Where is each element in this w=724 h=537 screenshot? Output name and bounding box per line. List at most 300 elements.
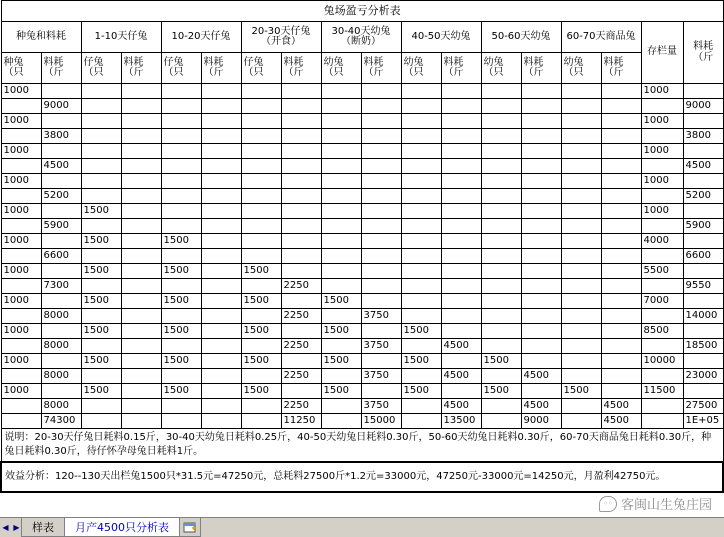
cell[interactable]: [601, 219, 641, 234]
cell[interactable]: 1500: [481, 354, 521, 369]
cell[interactable]: [361, 249, 401, 264]
cell[interactable]: 2250: [281, 339, 321, 354]
cell[interactable]: [441, 309, 481, 324]
cell[interactable]: [601, 159, 641, 174]
cell[interactable]: [401, 414, 441, 429]
cell[interactable]: [1, 414, 41, 429]
cell[interactable]: 1500: [321, 294, 361, 309]
cell[interactable]: [201, 369, 241, 384]
cell[interactable]: [81, 369, 121, 384]
cell[interactable]: [241, 174, 281, 189]
cell[interactable]: [321, 414, 361, 429]
cell[interactable]: [321, 84, 361, 99]
cell[interactable]: 1000: [1, 264, 41, 279]
cell[interactable]: [81, 339, 121, 354]
cell[interactable]: [521, 204, 561, 219]
cell[interactable]: [521, 174, 561, 189]
cell[interactable]: 8500: [641, 324, 683, 339]
cell[interactable]: [401, 294, 441, 309]
cell[interactable]: [361, 354, 401, 369]
cell[interactable]: [481, 234, 521, 249]
cell[interactable]: [121, 84, 161, 99]
cell[interactable]: 1000: [1, 234, 41, 249]
cell[interactable]: [601, 384, 641, 399]
cell[interactable]: 1500: [81, 384, 121, 399]
cell[interactable]: [81, 114, 121, 129]
cell[interactable]: [401, 279, 441, 294]
cell[interactable]: [441, 219, 481, 234]
table-title[interactable]: 兔场盈亏分析表: [1, 1, 723, 22]
cell[interactable]: [401, 99, 441, 114]
cell[interactable]: [1, 309, 41, 324]
cell[interactable]: [561, 309, 601, 324]
cell[interactable]: [441, 144, 481, 159]
cell[interactable]: [321, 159, 361, 174]
cell[interactable]: [241, 399, 281, 414]
sub-header[interactable]: 种兔（只: [1, 53, 41, 84]
cell[interactable]: [601, 84, 641, 99]
cell[interactable]: 7000: [641, 294, 683, 309]
cell[interactable]: 23000: [683, 369, 723, 384]
cell[interactable]: [601, 294, 641, 309]
cell[interactable]: [121, 339, 161, 354]
cell[interactable]: [361, 204, 401, 219]
cell[interactable]: [281, 189, 321, 204]
cell[interactable]: [241, 369, 281, 384]
cell[interactable]: [561, 324, 601, 339]
cell[interactable]: [641, 99, 683, 114]
cell[interactable]: [441, 129, 481, 144]
cell[interactable]: [601, 99, 641, 114]
group-header[interactable]: 1-10天仔兔: [81, 22, 161, 53]
cell[interactable]: [361, 264, 401, 279]
cell[interactable]: 3750: [361, 309, 401, 324]
cell[interactable]: [321, 99, 361, 114]
last-sheet-icon[interactable]: ▶: [13, 523, 20, 532]
cell[interactable]: 1500: [161, 234, 201, 249]
cell[interactable]: [441, 159, 481, 174]
cell[interactable]: 1000: [1, 84, 41, 99]
cell[interactable]: [361, 384, 401, 399]
cell[interactable]: 2250: [281, 279, 321, 294]
cell[interactable]: [601, 309, 641, 324]
cell[interactable]: [121, 354, 161, 369]
cell[interactable]: [161, 159, 201, 174]
cell[interactable]: [1, 249, 41, 264]
cell[interactable]: [561, 369, 601, 384]
cell[interactable]: [561, 339, 601, 354]
cell[interactable]: [281, 114, 321, 129]
group-header[interactable]: 40-50天幼兔: [401, 22, 481, 53]
cell[interactable]: [481, 219, 521, 234]
cell[interactable]: 6600: [683, 249, 723, 264]
cell[interactable]: 1500: [241, 354, 281, 369]
cell[interactable]: [161, 99, 201, 114]
cell[interactable]: [401, 234, 441, 249]
cell[interactable]: [601, 204, 641, 219]
cell[interactable]: [161, 219, 201, 234]
cell[interactable]: [201, 234, 241, 249]
cell[interactable]: 1000: [1, 354, 41, 369]
cell[interactable]: [361, 234, 401, 249]
cell[interactable]: 4500: [683, 159, 723, 174]
cell[interactable]: [161, 249, 201, 264]
tab-sample[interactable]: [21, 518, 65, 537]
cell[interactable]: [683, 174, 723, 189]
cell[interactable]: [361, 129, 401, 144]
cell[interactable]: [241, 129, 281, 144]
sub-header[interactable]: 料耗（斤: [281, 53, 321, 84]
cell[interactable]: [401, 114, 441, 129]
cell[interactable]: 8000: [41, 309, 81, 324]
cell[interactable]: [121, 129, 161, 144]
cell[interactable]: [361, 114, 401, 129]
cell[interactable]: [201, 294, 241, 309]
cell[interactable]: [201, 114, 241, 129]
cell[interactable]: [201, 144, 241, 159]
cell[interactable]: [121, 369, 161, 384]
cell[interactable]: 4500: [441, 369, 481, 384]
cell[interactable]: [241, 84, 281, 99]
cell[interactable]: [641, 249, 683, 264]
cell[interactable]: [361, 174, 401, 189]
cell[interactable]: 1500: [161, 294, 201, 309]
cell[interactable]: 6600: [41, 249, 81, 264]
sub-header[interactable]: 料耗（斤: [521, 53, 561, 84]
cell[interactable]: 2250: [281, 309, 321, 324]
cell[interactable]: 15000: [361, 414, 401, 429]
sub-header[interactable]: 幼兔（只: [481, 53, 521, 84]
cell[interactable]: [683, 84, 723, 99]
cell[interactable]: [161, 204, 201, 219]
cell[interactable]: [401, 264, 441, 279]
cell[interactable]: [241, 99, 281, 114]
cell[interactable]: 27500: [683, 399, 723, 414]
cell[interactable]: [121, 399, 161, 414]
cell[interactable]: 74300: [41, 414, 81, 429]
cell[interactable]: [121, 324, 161, 339]
cell[interactable]: [241, 249, 281, 264]
cell[interactable]: [641, 189, 683, 204]
cell[interactable]: [561, 99, 601, 114]
cell[interactable]: [41, 354, 81, 369]
cell[interactable]: 9000: [521, 414, 561, 429]
cell[interactable]: [521, 324, 561, 339]
cell[interactable]: [41, 264, 81, 279]
cell[interactable]: [241, 114, 281, 129]
cell[interactable]: [481, 84, 521, 99]
cell[interactable]: [321, 399, 361, 414]
cell[interactable]: [121, 99, 161, 114]
cell[interactable]: [121, 174, 161, 189]
cell[interactable]: [401, 369, 441, 384]
cell[interactable]: [161, 189, 201, 204]
cell[interactable]: [481, 339, 521, 354]
group-header[interactable]: 50-60天幼兔: [481, 22, 561, 53]
cell[interactable]: [281, 384, 321, 399]
cell[interactable]: [81, 414, 121, 429]
cell[interactable]: [481, 129, 521, 144]
cell[interactable]: [1, 369, 41, 384]
cell[interactable]: 1000: [1, 204, 41, 219]
cell[interactable]: [683, 294, 723, 309]
cell[interactable]: [241, 189, 281, 204]
cell[interactable]: [481, 204, 521, 219]
sub-header[interactable]: 幼兔（只: [561, 53, 601, 84]
cell[interactable]: [601, 249, 641, 264]
cell[interactable]: 4500: [601, 414, 641, 429]
cell[interactable]: [281, 294, 321, 309]
cell[interactable]: [201, 84, 241, 99]
cell[interactable]: 8000: [41, 399, 81, 414]
note-cell[interactable]: 说明：20-30天仔兔日耗料0.15斤，30-40天幼兔日耗料0.25斤，40-50天幼兔日耗料0.30斤，50-60天幼兔日耗料0.30斤，60-70天商品兔日耗料0.30斤，种兔日耗料0.30斤，待仔怀孕母兔日耗料1斤。: [1, 429, 723, 463]
cell[interactable]: 1000: [1, 324, 41, 339]
cell[interactable]: 1000: [1, 294, 41, 309]
cell[interactable]: [81, 309, 121, 324]
cell[interactable]: 1500: [161, 324, 201, 339]
cell[interactable]: [81, 99, 121, 114]
cell[interactable]: [321, 339, 361, 354]
cell[interactable]: 1000: [1, 144, 41, 159]
cell[interactable]: [561, 414, 601, 429]
cell[interactable]: 1000: [1, 114, 41, 129]
group-header[interactable]: 存栏量: [641, 22, 683, 84]
cell[interactable]: [481, 294, 521, 309]
sub-header[interactable]: 幼兔（只: [401, 53, 441, 84]
cell[interactable]: [161, 129, 201, 144]
cell[interactable]: [441, 84, 481, 99]
cell[interactable]: [361, 189, 401, 204]
cell[interactable]: [561, 234, 601, 249]
cell[interactable]: [281, 234, 321, 249]
cell[interactable]: [401, 339, 441, 354]
sub-header[interactable]: 仔兔（只: [81, 53, 121, 84]
cell[interactable]: [201, 219, 241, 234]
cell[interactable]: [561, 294, 601, 309]
cell[interactable]: [641, 159, 683, 174]
cell[interactable]: [481, 279, 521, 294]
cell[interactable]: 8000: [41, 369, 81, 384]
cell[interactable]: [521, 144, 561, 159]
cell[interactable]: [281, 159, 321, 174]
cell[interactable]: [481, 159, 521, 174]
cell[interactable]: 1500: [241, 384, 281, 399]
cell[interactable]: [121, 294, 161, 309]
cell[interactable]: [683, 264, 723, 279]
cell[interactable]: 1000: [1, 384, 41, 399]
cell[interactable]: [321, 234, 361, 249]
cell[interactable]: [481, 174, 521, 189]
cell[interactable]: [201, 414, 241, 429]
cell[interactable]: [121, 249, 161, 264]
cell[interactable]: [441, 324, 481, 339]
cell[interactable]: 1500: [81, 234, 121, 249]
cell[interactable]: [201, 129, 241, 144]
cell[interactable]: [201, 99, 241, 114]
cell[interactable]: [561, 174, 601, 189]
cell[interactable]: [601, 129, 641, 144]
cell[interactable]: [401, 84, 441, 99]
sub-header[interactable]: 料耗（斤: [601, 53, 641, 84]
cell[interactable]: [281, 264, 321, 279]
cell[interactable]: [521, 279, 561, 294]
cell[interactable]: [441, 174, 481, 189]
cell[interactable]: [361, 99, 401, 114]
cell[interactable]: [201, 384, 241, 399]
cell[interactable]: 1500: [321, 354, 361, 369]
sub-header[interactable]: 料耗（斤: [201, 53, 241, 84]
sub-header[interactable]: 料耗（斤: [121, 53, 161, 84]
cell[interactable]: [561, 159, 601, 174]
cell[interactable]: [281, 84, 321, 99]
cell[interactable]: [401, 204, 441, 219]
sub-header[interactable]: 料耗（斤: [41, 53, 81, 84]
profit-analysis-cell[interactable]: 效益分析：120--130天出栏兔1500只*31.5元=47250元，总耗料27500斤*1.2元=33000元，47250元-33000元=14250元，月盈利42750元。: [1, 462, 723, 492]
cell[interactable]: 13500: [441, 414, 481, 429]
cell[interactable]: [561, 84, 601, 99]
cell[interactable]: [481, 249, 521, 264]
cell[interactable]: [521, 84, 561, 99]
cell[interactable]: 5900: [41, 219, 81, 234]
cell[interactable]: [683, 114, 723, 129]
cell[interactable]: 1500: [161, 354, 201, 369]
cell[interactable]: [281, 129, 321, 144]
cell[interactable]: [81, 84, 121, 99]
cell[interactable]: [121, 384, 161, 399]
cell[interactable]: [481, 114, 521, 129]
group-header[interactable]: 60-70天商品兔: [561, 22, 641, 53]
cell[interactable]: [561, 204, 601, 219]
cell[interactable]: 1000: [641, 114, 683, 129]
cell[interactable]: 2250: [281, 399, 321, 414]
cell[interactable]: [201, 159, 241, 174]
cell[interactable]: [481, 99, 521, 114]
cell[interactable]: 7300: [41, 279, 81, 294]
cell[interactable]: [121, 309, 161, 324]
cell[interactable]: 4500: [521, 399, 561, 414]
cell[interactable]: 9000: [683, 99, 723, 114]
cell[interactable]: 4500: [41, 159, 81, 174]
cell[interactable]: [683, 324, 723, 339]
cell[interactable]: [561, 219, 601, 234]
cell[interactable]: 14000: [683, 309, 723, 324]
cell[interactable]: 5200: [683, 189, 723, 204]
cell[interactable]: [521, 249, 561, 264]
cell[interactable]: 1500: [241, 294, 281, 309]
cell[interactable]: 11500: [641, 384, 683, 399]
cell[interactable]: 1000: [641, 84, 683, 99]
cell[interactable]: 18500: [683, 339, 723, 354]
cell[interactable]: [521, 264, 561, 279]
cell[interactable]: [441, 234, 481, 249]
cell[interactable]: [401, 189, 441, 204]
tab-monthly-analysis[interactable]: [64, 518, 180, 537]
cell[interactable]: [321, 174, 361, 189]
cell[interactable]: [281, 219, 321, 234]
cell[interactable]: 1500: [401, 384, 441, 399]
cell[interactable]: [321, 189, 361, 204]
cell[interactable]: [561, 279, 601, 294]
cell[interactable]: [441, 99, 481, 114]
cell[interactable]: [241, 234, 281, 249]
cell[interactable]: [561, 399, 601, 414]
cell[interactable]: [601, 174, 641, 189]
cell[interactable]: [361, 219, 401, 234]
cell[interactable]: [521, 99, 561, 114]
cell[interactable]: [161, 414, 201, 429]
cell[interactable]: [441, 264, 481, 279]
cell[interactable]: [641, 414, 683, 429]
group-header[interactable]: 20-30天仔兔（开食）: [241, 22, 321, 53]
cell[interactable]: [441, 249, 481, 264]
cell[interactable]: [521, 339, 561, 354]
cell[interactable]: [561, 189, 601, 204]
cell[interactable]: [41, 384, 81, 399]
cell[interactable]: [201, 264, 241, 279]
cell[interactable]: [81, 249, 121, 264]
cell[interactable]: [521, 189, 561, 204]
cell[interactable]: [321, 279, 361, 294]
cell[interactable]: [601, 339, 641, 354]
first-sheet-icon[interactable]: ◀: [2, 523, 9, 532]
cell[interactable]: [441, 294, 481, 309]
cell[interactable]: [81, 174, 121, 189]
cell[interactable]: [521, 219, 561, 234]
cell[interactable]: [401, 144, 441, 159]
cell[interactable]: [41, 204, 81, 219]
sub-header[interactable]: 仔兔（只: [241, 53, 281, 84]
cell[interactable]: [161, 174, 201, 189]
cell[interactable]: [561, 249, 601, 264]
cell[interactable]: 1500: [161, 264, 201, 279]
cell[interactable]: [201, 339, 241, 354]
cell[interactable]: [441, 354, 481, 369]
cell[interactable]: [561, 129, 601, 144]
cell[interactable]: [481, 369, 521, 384]
cell[interactable]: [201, 309, 241, 324]
cell[interactable]: 1500: [81, 294, 121, 309]
cell[interactable]: [41, 174, 81, 189]
cell[interactable]: [641, 369, 683, 384]
cell[interactable]: [161, 279, 201, 294]
cell[interactable]: [441, 279, 481, 294]
cell[interactable]: [441, 204, 481, 219]
cell[interactable]: [683, 204, 723, 219]
cell[interactable]: [321, 144, 361, 159]
cell[interactable]: [601, 324, 641, 339]
cell[interactable]: [161, 114, 201, 129]
cell[interactable]: [41, 324, 81, 339]
cell[interactable]: [81, 399, 121, 414]
cell[interactable]: [401, 399, 441, 414]
cell[interactable]: [521, 234, 561, 249]
cell[interactable]: 5200: [41, 189, 81, 204]
cell[interactable]: [321, 264, 361, 279]
cell[interactable]: [121, 264, 161, 279]
cell[interactable]: [1, 129, 41, 144]
cell[interactable]: [561, 354, 601, 369]
cell[interactable]: [161, 399, 201, 414]
cell[interactable]: [121, 219, 161, 234]
cell[interactable]: [81, 279, 121, 294]
sub-header[interactable]: 料耗（斤: [361, 53, 401, 84]
cell[interactable]: [201, 324, 241, 339]
cell[interactable]: [41, 234, 81, 249]
cell[interactable]: [683, 384, 723, 399]
cell[interactable]: [1, 99, 41, 114]
cell[interactable]: [201, 354, 241, 369]
cell[interactable]: 4500: [441, 339, 481, 354]
